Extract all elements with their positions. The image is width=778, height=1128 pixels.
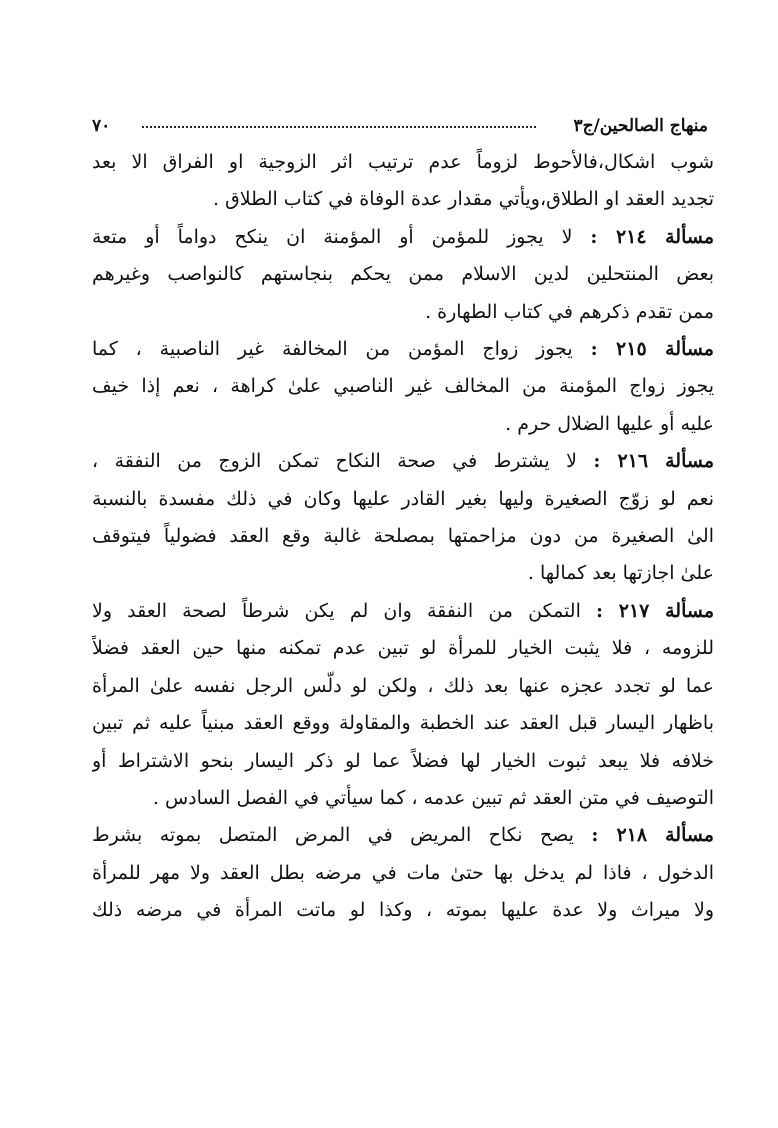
text-line: علىٰ اجازتها بعد كمالها . <box>527 562 714 585</box>
text-line: ممن تقدم ذكرهم في كتاب الطهارة . <box>425 300 714 323</box>
text-line: خلافه فلا يبعد ثبوت الخيار لها فضلاً عما لو ذكر اليسار بنحو الاشتراط أو <box>92 749 714 772</box>
text-line: ولا ميراث ولا عدة عليها بموته ، وكذا لو ماتت المرأة في مرضه ذلك <box>92 899 714 922</box>
text-line: باظهار اليسار قبل العقد عند الخطبة والمقاولة ووقع العقد مبنياً عليه ثم تبين <box>92 712 714 735</box>
masala-label: مسألة ٢١٤ : <box>590 225 714 248</box>
text-line: بعض المنتحلين لدين الاسلام ممن يحكم بنجاستهم كالنواصب وغيرهم <box>92 263 714 286</box>
text-body <box>92 144 714 930</box>
text-line: مسألة ٢١٦ : لا يشترط في صحة النكاح تمكن الزوج من النفقة ، <box>92 450 714 473</box>
book-title: منهاج الصالحين/ج٣ <box>573 116 708 136</box>
masala-label: مسألة ٢١٨ : <box>591 824 714 847</box>
masala-217 <box>92 593 714 817</box>
text-line: عما لو تجدد عجزه عنها بعد ذلك ، ولكن لو دلّس الرجل نفسه علىٰ المرأة <box>92 674 714 697</box>
text-line: التوصيف في متن العقد ثم تبين عدمه ، كما سيأتي في الفصل السادس . <box>152 786 714 809</box>
masala-label: مسألة ٢١٥ : <box>590 338 714 361</box>
text-line: مسألة ٢١٤ : لا يجوز للمؤمن أو المؤمنة ان ينكح دواماً أو متعة <box>92 225 714 248</box>
text-line: الىٰ الصغيرة من دون مزاحمتها بمصلحة غالبة وقع العقد فضولياً فيتوقف <box>92 525 714 548</box>
masala-218 <box>92 817 714 929</box>
text-line: يجوز زواج المؤمنة من المخالف غير الناصبي علىٰ كراهة ، نعم إذا خيف <box>92 375 714 398</box>
text-line: للزومه ، فلا يثبت الخيار للمرأة لو تبين عدم تمكنه منها حين العقد فضلاً <box>92 637 714 660</box>
masala-216 <box>92 443 714 593</box>
masala-label: مسألة ٢١٦ : <box>593 450 714 473</box>
page <box>92 108 714 930</box>
masala-215 <box>92 331 714 443</box>
text-line: تجديد العقد او الطلاق،ويأتي مقدار عدة الوفاة في كتاب الطلاق . <box>212 188 714 211</box>
text-line: مسألة ٢١٥ : يجوز زواج المؤمن من المخالفة غير الناصبية ، كما <box>92 338 714 361</box>
text-line: عليه أو عليها الضلال حرم . <box>505 412 714 435</box>
text-line: مسألة ٢١٨ : يصح نكاح المريض في المرض المتصل بموته بشرط <box>92 824 714 847</box>
text-line: الدخول ، فاذا لم يدخل بها حتىٰ مات في مرضه بطل العقد ولا مهر للمرأة <box>92 861 714 884</box>
running-header <box>92 108 714 144</box>
masala-214 <box>92 219 714 331</box>
text-line: شوب اشكال،فالأحوط لزوماً عدم ترتيب اثر الزوجية او الفراق الا بعد <box>92 151 714 173</box>
text-line: نعم لو زوّج الصغيرة وليها بغير القادر عليها وكان في ذلك مفسدة بالنسبة <box>92 487 714 510</box>
header-leader-dots <box>142 126 536 128</box>
masala-label: مسألة ٢١٧ : <box>596 599 714 622</box>
text-line: مسألة ٢١٧ : التمكن من النفقة وان لم يكن شرطاً لصحة العقد ولا <box>92 599 714 622</box>
paragraph <box>92 144 714 219</box>
page-number: ٧٠ <box>92 116 111 136</box>
